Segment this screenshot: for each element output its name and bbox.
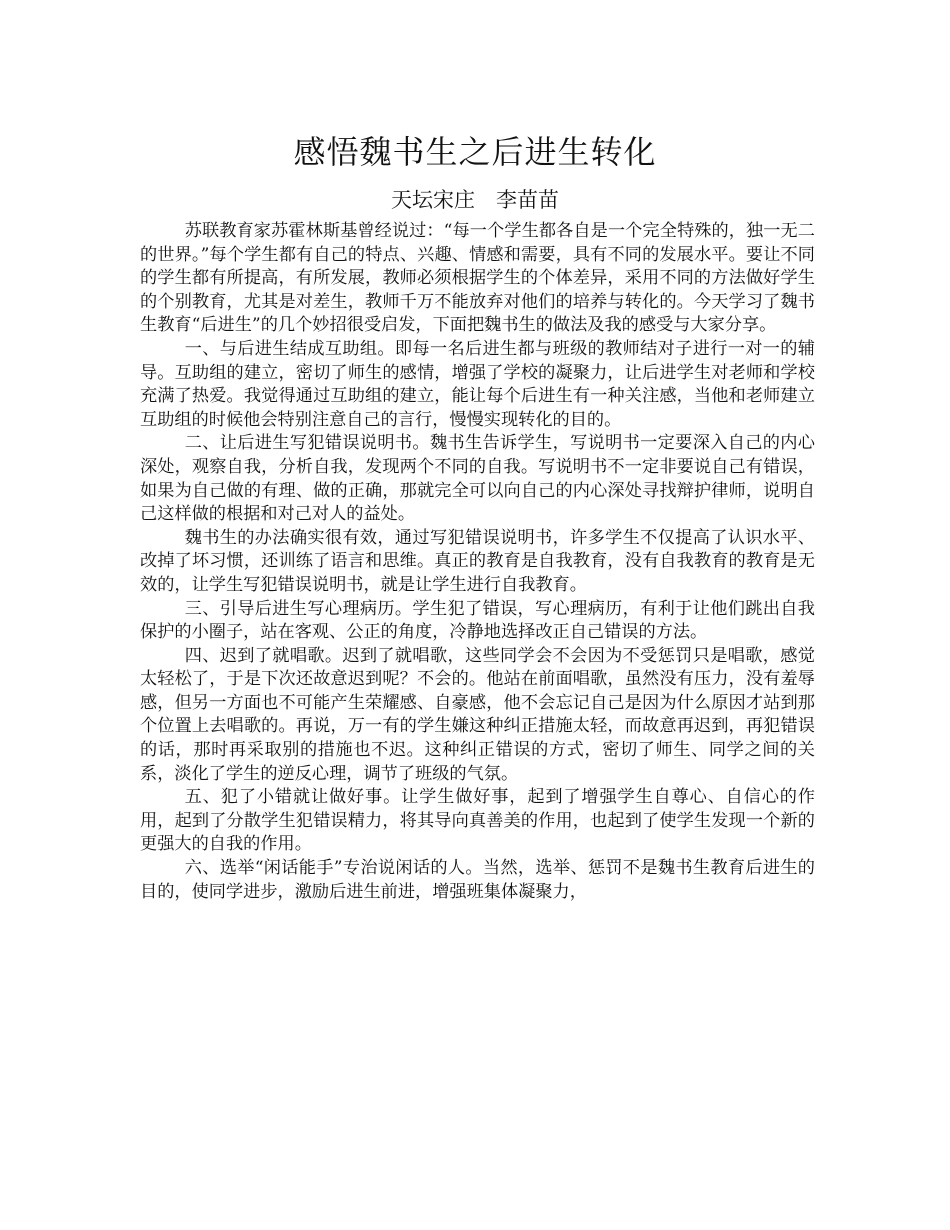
paragraph: 四、迟到了就唱歌。迟到了就唱歌，这些同学会不会因为不受惩罚只是唱歌，感觉太轻松了，于是下次还故意迟到呢？不会的。他站在前面唱歌，虽然没有压力，没有羞辱感，但另一方面也不可能产生荣耀感、自豪感，他不会忘记自己是因为什么原因才站到那个位置上去唱歌的。再说，万一有的学生嫌这种纠正措施太轻，而故意再迟到，再犯错误的话，那时再采取别的措施也不迟。这种纠正错误的方式，密切了师生、同学之间的关系，淡化了学生的逆反心理，调节了班级的气氛。 bbox=[140, 645, 815, 784]
paragraph: 五、犯了小错就让做好事。让学生做好事，起到了增强学生自尊心、自信心的作用，起到了分散学生犯错误精力，将其导向真善美的作用，也起到了使学生发现一个新的更强大的自我的作用。 bbox=[140, 787, 815, 855]
paragraph: 一、与后进生结成互助组。即每一名后进生都与班级的教师结对子进行一对一的辅导。互助组的建立，密切了师生的感情，增强了学校的凝聚力，让后进学生对老师和学校充满了热爱。我觉得通过互助组的建立，能让每个后进生有一种关注感，当他和老师建立互助组的时候他会特别注意自己的言行，慢慢实现转化的目的。 bbox=[140, 338, 815, 430]
document-title: 感悟魏书生之后进生转化 bbox=[293, 133, 657, 171]
paragraph: 六、选举“闲话能手”专治说闲话的人。当然，选举、惩罚不是魏书生教育后进生的目的，使同学进步，激励后进生前进，增强班集体凝聚力， bbox=[140, 858, 815, 902]
paragraph: 二、让后进生写犯错误说明书。魏书生告诉学生，写说明书一定要深入自己的内心深处，观察自我，分析自我，发现两个不同的自我。写说明书不一定非要说自己有错误，如果为自己做的有理、做的正确，那就完全可以向自己的内心深处寻找辩护律师，说明自己这样做的根据和对己对人的益处。 bbox=[140, 433, 815, 525]
document-body bbox=[140, 220, 815, 904]
paragraph: 三、引导后进生写心理病历。学生犯了错误，写心理病历，有利于让他们跳出自我保护的小圈子，站在客观、公正的角度，冷静地选择改正自己错误的方法。 bbox=[140, 598, 815, 643]
paragraph: 苏联教育家苏霍林斯基曾经说过：“每一个学生都各自是一个完全特殊的，独一无二的世界。”每个学生都有自己的特点、兴趣、情感和需要，具有不同的发展水平。要让不同的学生都有所提高，有所发展，教师必须根据学生的个体差异，采用不同的方法做好学生的个别教育，尤其是对差生，教师千万不能放弃对他们的培养与转化的。今天学习了魏书生教育“后进生”的几个妙招很受启发，下面把魏书生的做法及我的感受与大家分享。 bbox=[140, 221, 815, 336]
paragraph: 魏书生的办法确实很有效，通过写犯错误说明书，许多学生不仅提高了认识水平、改掉了坏习惯，还训练了语言和思维。真正的教育是自我教育，没有自我教育的教育是无效的，让学生写犯错误说明书，就是让学生进行自我教育。 bbox=[140, 527, 815, 595]
author-line: 天坛宋庄 李苗苗 bbox=[391, 188, 559, 212]
